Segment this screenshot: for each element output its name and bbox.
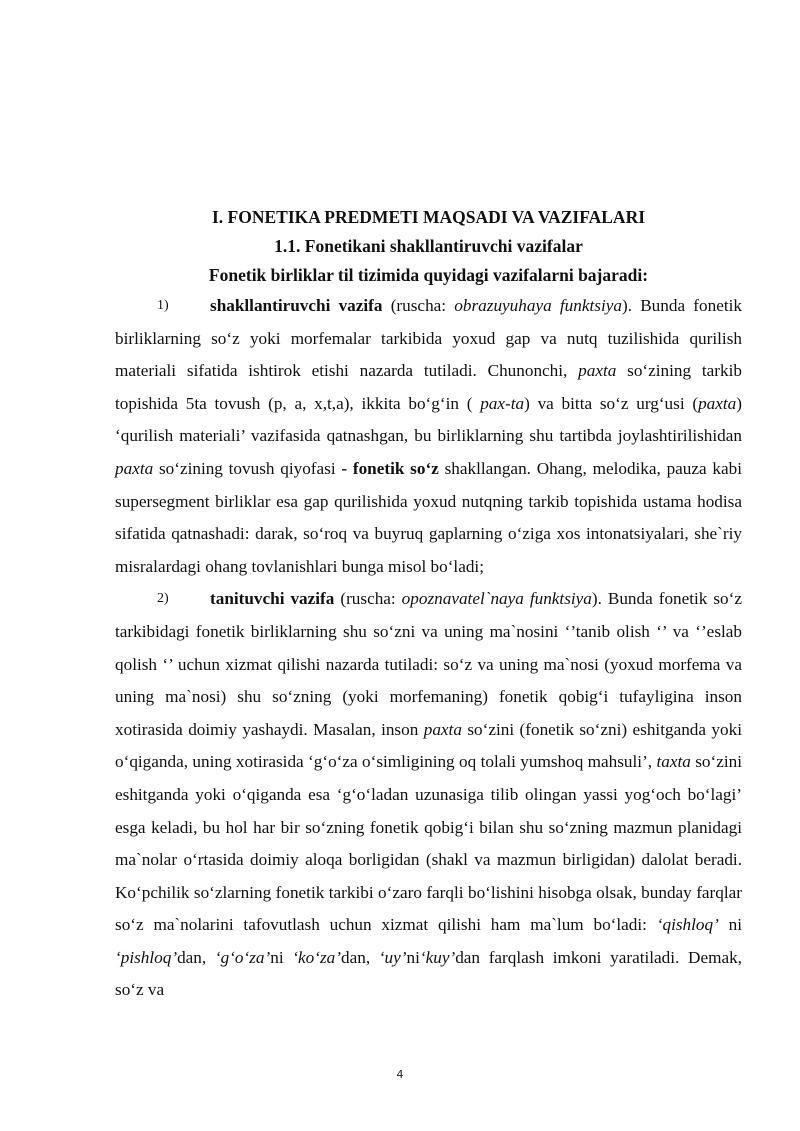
page-number: 4 — [396, 1068, 404, 1081]
body-text: so‘zini (fonetik so‘zni) eshitganda yoki o‘qiganda, uning xotirasida ‘g‘o‘za o‘simligining oq tolali yumshoq mahsuli’, — [115, 719, 742, 772]
body-text: ). Bunda fonetik birliklarning so‘z yoki morfemalar tarkibida yoxud gap va nutq tuzilishida qurilish materiali sifatida ishtirok etishi nazarda tutiladi. Chunonchi, — [115, 296, 742, 381]
body-text: ) va bitta so‘z urg‘usi ( — [524, 393, 699, 413]
term: tanituvchi vazifa — [210, 589, 335, 609]
body-text: shakllangan. Ohang, melodika, pauza kabi supersegment birliklar esa gap qurilishida yoxud nutqning tarkib topishida ustama hodisa sifatida qatnashadi: darak, so‘roq va buyruq gaplarning o‘ziga xos intonatsiyalari, she`riy misralardagi ohang tovlanishlari bunga misol bo‘ladi; — [115, 458, 742, 576]
example-word: ‘g‘o‘za’ — [214, 947, 271, 967]
example-word: ‘pishloq’ — [115, 947, 178, 967]
example-word: paxta — [423, 719, 462, 739]
body-text: ni — [718, 915, 742, 935]
example-word: paxta — [578, 361, 617, 381]
body-text: (ruscha: — [382, 296, 455, 315]
body-text: so‘zining tarkib topishida 5ta tovush (p, a, x,t,a), ikkita bo‘g‘in ( — [115, 361, 742, 413]
body-text: ) ‘qurilish materiali’ vazifasida qatnashgan, bu birliklarning shu tartibda joylashtirilishidan — [115, 393, 742, 446]
list-item-1 — [115, 290, 742, 583]
body-text: ). Bunda fonetik so‘z tarkibidagi fonetik birliklarning shu so‘zni va uning ma`nosini ‘’tanib olish ‘’ va ‘’eslab qolish ‘’ uchun xizmat qilishi nazarda tutiladi: so‘z va uning ma`nosi (yoxud morfema va uning ma`nosi) shu so‘zning (yoki morfemaning) fonetik qobig‘i tufayligina inson xotirasida doimiy yashaydi. Masalan, inson — [115, 589, 743, 739]
example-word: ‘kuy’ — [419, 947, 456, 967]
body-text: dan farqlash imkoni yaratiladi. Demak, so‘z va — [115, 947, 742, 1000]
body-text: (ruscha: — [334, 589, 402, 609]
example-word: paxta — [115, 458, 154, 478]
bold-phrase: - fonetik so‘z — [341, 458, 439, 478]
body-text: so‘zini eshitganda yoki o‘qiganda esa ‘g‘o‘ladan uzunasiga tilib olingan yassi yog‘och bo‘lagi’ esga keladi, bu hol har bir so‘zning fonetik qobig‘i bilan shu so‘zning mazmun planidagi ma`nolar o‘rtasida doimiy aloqa borligidan (shakl va mazmun birligidan) dalolat beradi. Ko‘pchilik so‘zlarning fonetik tarkibi o‘zaro farqli bo‘lishini hisobga olsak, bunday farqlar so‘z ma`nolarini tafovutlash uchun xizmat qilishi ham ma`lum bo‘ladi: — [115, 752, 742, 935]
example-word: ‘ko‘za’ — [292, 947, 342, 967]
page-content — [115, 203, 742, 1007]
list-item-2 — [115, 583, 742, 1007]
body-text: so‘zining tovush qiyofasi — [153, 458, 342, 478]
example-word: taxta — [656, 752, 691, 772]
term: shakllantiruvchi vazifa — [210, 296, 383, 315]
russian-term: obrazuyuhaya funktsiya — [454, 296, 622, 315]
list-number: 1) — [157, 298, 169, 313]
section-heading: 1.1. Fonetikani shakllantiruvchi vazifalar — [274, 236, 583, 256]
example-word: paxta — [698, 393, 737, 413]
body-text: ni — [270, 947, 293, 967]
body-text: ni — [406, 947, 420, 967]
example-word: pax-ta — [480, 393, 525, 413]
chapter-heading: I. FONETIKA PREDMETI MAQSADI VA VAZIFALARI — [211, 207, 646, 227]
body-text: dan, — [177, 947, 215, 967]
example-word: ‘qishloq’ — [656, 915, 719, 935]
body-text: dan, — [341, 947, 379, 967]
list-number: 2) — [157, 591, 169, 607]
russian-term: opoznavatel`naya funktsiya — [401, 589, 592, 609]
intro-line: Fonetik birliklar til tizimida quyidagi vazifalarni bajaradi: — [208, 265, 649, 285]
example-word: ‘uy’ — [378, 947, 407, 967]
